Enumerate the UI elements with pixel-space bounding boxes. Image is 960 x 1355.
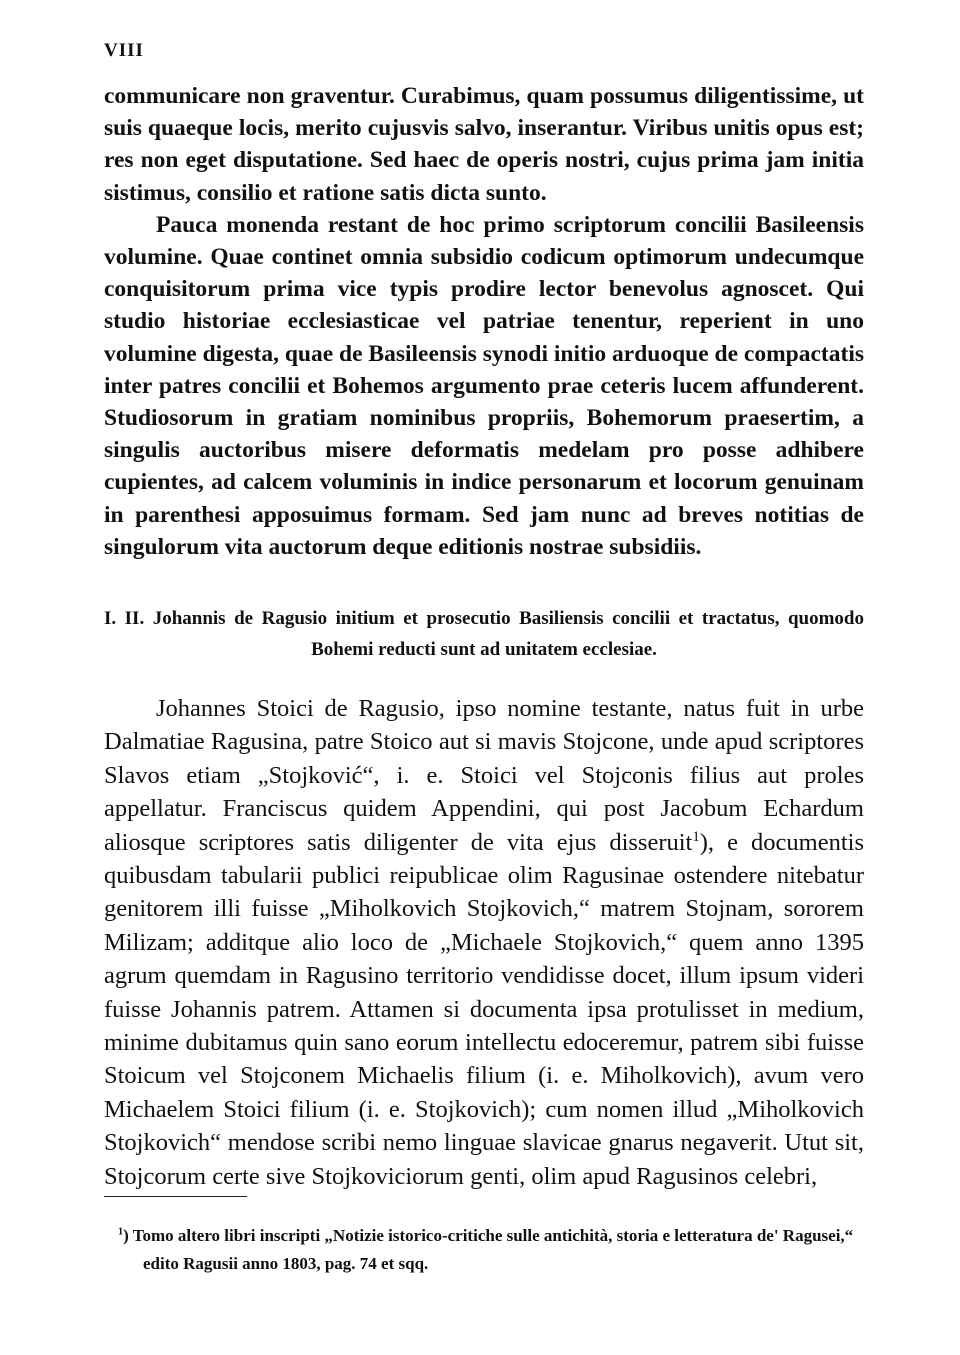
- footnote-line-1: ) Tomo altero libri inscripti „Notizie istorico-critiche sulle antichità, storia e letteratura de' Ragusei,“: [123, 1226, 854, 1245]
- section-text-part-2: ), e documentis quibusdam tabularii publici reipublicae olim Ragusinae ostendere nitebatur genitorem illi fuisse „Miholkovich Stojkovich,“ matrem Stojnam, sororem Milizam; additque alio loco de „Michaele Stojkovich,“ quem anno 1395 agrum quemdam in Ragusino territorio vendidisse docet, illum ipsum videri fuisse Johannis patrem. Attamen si documenta ipsa protulisset in medium, minime dubitamus quin sano eorum intellectu edoceremur, patrem sibi fuisse Stoicum vel Stojconem Michaelis filium (i. e. Miholkovich), avum vero Michaelem Stoici filium (i. e. Stojkovich); cum nomen illud „Miholkovich Stojkovich“ mendose scribi nemo linguae slavicae gnarus negaverit. Utut sit, Stojcorum certe sive Stojkoviciorum genti, olim apud Ragusinos celebri,: [104, 828, 864, 1190]
- footnote-mark: 1: [118, 1226, 124, 1238]
- intro-text: [104, 80, 864, 563]
- footnote-divider: [104, 1196, 247, 1197]
- page-number: VIII: [104, 40, 144, 61]
- section-text-part-1: Johannes Stoici de Ragusio, ipso nomine testante, natus fuit in urbe Dalmatiae Ragusina, patre Stoico aut si mavis Stojcone, unde apud scriptores Slavos etiam „Stojković“, i. e. Stoici vel Stojconis filius aut proles appellatur. Franciscus quidem Appendini, qui post Jacobum Echardum aliosque scriptores satis diligenter de vita ejus disseruit: [104, 695, 864, 856]
- intro-paragraph-1: communicare non graventur. Curabimus, quam possumus diligentissime, ut suis quaeque locis, merito cujusvis salvo, inserantur. Viribus unitis opus est; res non eget disputatione. Sed haec de operis nostri, cujus prima jam initia sistimus, consilio et ratione satis dicta sunto.: [104, 83, 864, 206]
- footnote-reference: 1: [692, 828, 700, 845]
- footnote: [118, 1222, 864, 1278]
- section-paragraph: [104, 692, 864, 1193]
- footnote-line-2: edito Ragusii anno 1803, pag. 74 et sqq.: [143, 1254, 429, 1273]
- section-heading: I. II. Johannis de Ragusio initium et prosecutio Basiliensis concilii et tractatus, quomodo Bohemi reducti sunt ad unitatem ecclesiae.: [104, 608, 864, 660]
- section-text: [104, 692, 864, 1193]
- intro-paragraph-2: Pauca monenda restant de hoc primo scriptorum concilii Basileensis volumine. Quae continet omnia subsidio codicum optimorum undecumque conquisitorum prima vice typis prodire lector benevolus agnoscet. Qui studio historiae ecclesiasticae vel patriae tenentur, reperient in uno volumine digesta, quae de Basileensis synodi initio arduoque de compactatis inter patres concilii et Bohemos argumento prae ceteris lucem affunderent. Studiosorum in gratiam nominibus propriis, Bohemorum praesertim, a singulis auctoribus misere deformatis medelam pro posse adhibere cupientes, ad calcem voluminis in indice personarum et locorum genuinam in parenthesi apposuimus formam. Sed jam nunc ad breves notitias de singulorum vita auctorum deque editionis nostrae subsidiis.: [104, 211, 864, 560]
